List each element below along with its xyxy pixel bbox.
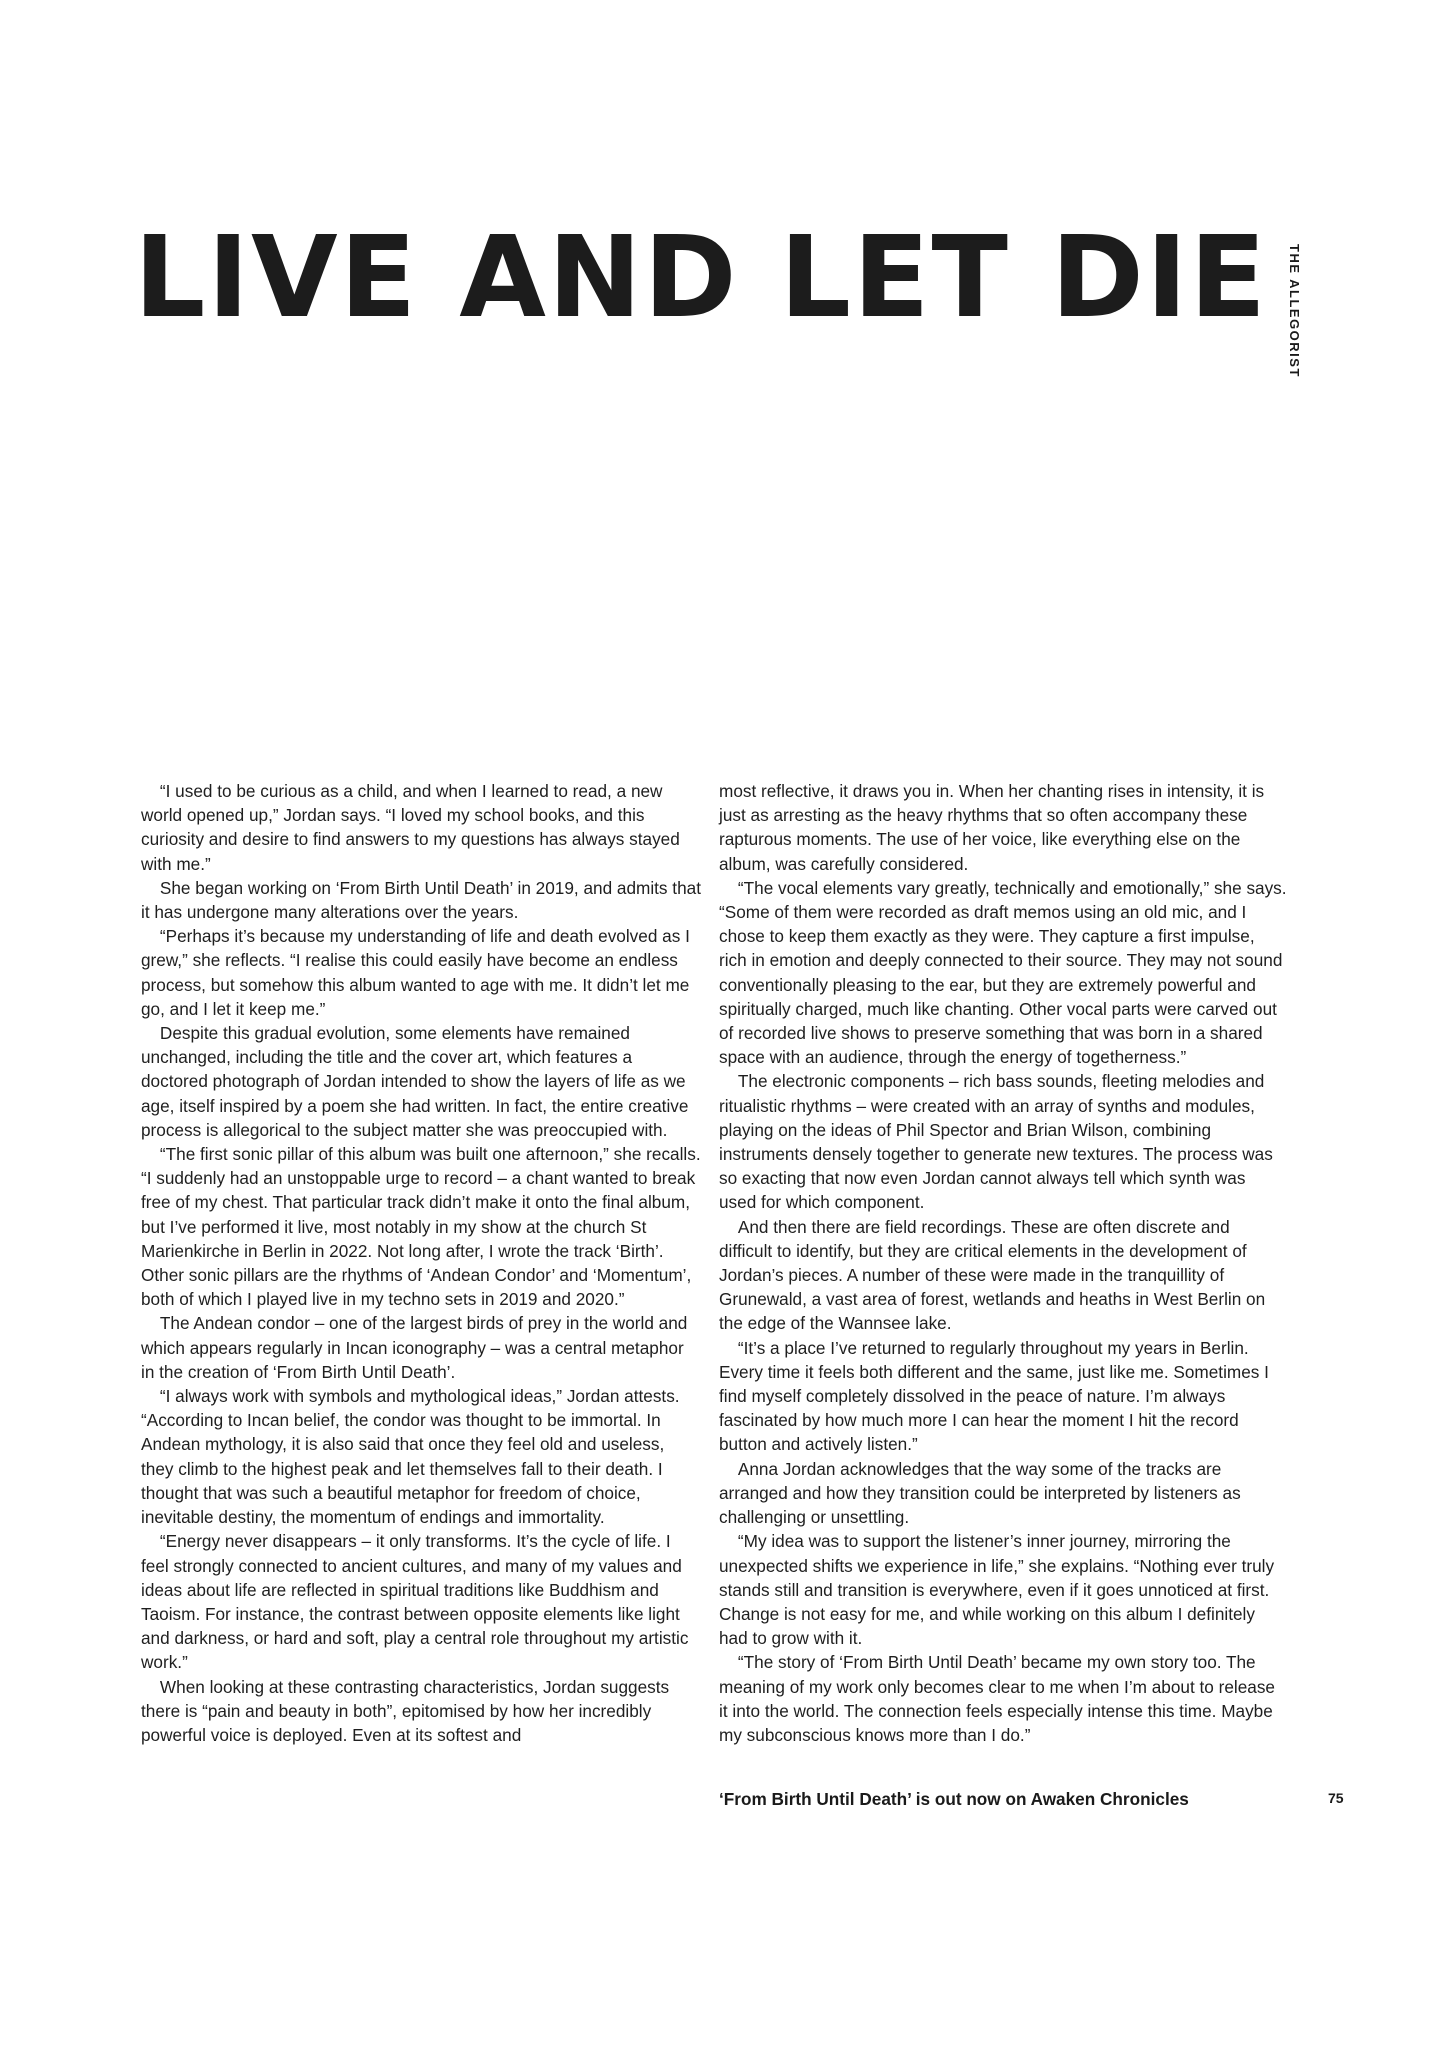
article-paragraph: “The vocal elements vary greatly, technically and emotionally,” she says. “Some of them were recorded as draft memos using an old mic, and I chose to keep them exactly as they were. They capture a first impulse, rich in emotion and deeply connected to their source. They may not sound conventionally pleasing to the ear, but they are extremely powerful and spiritually charged, much like chanting. Other vocal parts were carved out of recorded live shows to preserve something that was born in a shared space with an audience, through the energy of togetherness.” [719, 877, 1287, 1068]
section-tag: THE ALLEGORIST [1287, 244, 1302, 378]
article-paragraph: “It’s a place I’ve returned to regularly throughout my years in Berlin. Every time it feels both different and the same, just like me. Sometimes I find myself completely dissolved in the peace of nature. I’m always fascinated by how much more I can hear the moment I hit the record button and actively listen.” [719, 1337, 1269, 1455]
article-paragraph: She began working on ‘From Birth Until Death’ in 2019, and admits that it has undergone many alterations over the years. [141, 877, 701, 923]
article-paragraph: most reflective, it draws you in. When her chanting rises in intensity, it is just as arresting as the heavy rhythms that so often accompany these rapturous moments. The use of her voice, like everything else on the album, was carefully considered. [719, 781, 1265, 874]
article-paragraph: “My idea was to support the listener’s inner journey, mirroring the unexpected shifts we experience in life,” she explains. “Nothing ever truly stands still and transition is everywhere, even if it goes unnoticed at first. Change is not easy for me, and while working on this album I definitely had to grow with it. [719, 1531, 1275, 1649]
article-paragraph: “Energy never disappears – it only transforms. It’s the cycle of life. I feel strongly connected to ancient cultures, and many of my values and ideas about life are reflected in spiritual traditions like Buddhism and Taoism. For instance, the contrast between opposite elements like light and darkness, or hard and soft, play a central role throughout my artistic work.” [141, 1531, 689, 1673]
article-paragraph: Despite this gradual evolution, some elements have remained unchanged, including the title and the cover art, which features a doctored photograph of Jordan intended to show the layers of life as we age, itself inspired by a poem she had written. In fact, the entire creative process is allegorical to the subject matter she was preoccupied with. [141, 1023, 689, 1140]
page-title: LIVE AND LET DIE [134, 213, 1269, 343]
page-number: 75 [1328, 1790, 1344, 1806]
article-paragraph: “The story of ‘From Birth Until Death’ became my own story too. The meaning of my work only becomes clear to me when I’m about to release it into the world. The connection feels especially intense this time. Maybe my subconscious knows more than I do.” [719, 1652, 1275, 1745]
article-paragraph: The Andean condor – one of the largest birds of prey in the world and which appears regularly in Incan iconography – was a central metaphor in the creation of ‘From Birth Until Death’. [141, 1313, 688, 1382]
article-paragraph: “I always work with symbols and mythological ideas,” Jordan attests. “According to Incan belief, the condor was thought to be immortal. In Andean mythology, it is also said that once they feel old and useless, they climb to the highest peak and let themselves fall to their death. I thought that was such a beautiful metaphor for freedom of choice, inevitable destiny, the momentum of endings and immortality. [141, 1386, 680, 1528]
article-column-right [719, 779, 1287, 1747]
article-column-left [141, 779, 701, 1747]
article-paragraph: “I used to be curious as a child, and when I learned to read, a new world opened up,” Jordan says. “I loved my school books, and this curiosity and desire to find answers to my questions has always stayed with me.” [141, 781, 680, 874]
release-credit: ‘From Birth Until Death’ is out now on Awaken Chronicles [719, 1789, 1189, 1809]
article-paragraph: “The first sonic pillar of this album was built one afternoon,” she recalls. “I suddenly had an unstoppable urge to record – a chant wanted to break free of my chest. That particular track didn’t make it onto the final album, but I’ve performed it live, most notably in my show at the church St Marienkirche in Berlin in 2022. Not long after, I wrote the track ‘Birth’. Other sonic pillars are the rhythms of ‘Andean Condor’ and ‘Momentum’, both of which I played live in my techno sets in 2019 and 2020.” [141, 1144, 701, 1310]
article-paragraph: And then there are field recordings. These are often discrete and difficult to identify, but they are critical elements in the development of Jordan’s pieces. A number of these were made in the tranquillity of Grunewald, a vast area of forest, wetlands and heaths in West Berlin on the edge of the Wannsee lake. [719, 1216, 1266, 1334]
article-paragraph: The electronic components – rich bass sounds, fleeting melodies and ritualistic rhythms – were created with an array of synths and modules, playing on the ideas of Phil Spector and Brian Wilson, combining instruments densely together to generate new textures. The process was so exacting that now even Jordan cannot always tell which synth was used for which component. [719, 1071, 1273, 1213]
article-paragraph: When looking at these contrasting characteristics, Jordan suggests there is “pain and beauty in both”, epitomised by how her incredibly powerful voice is deployed. Even at its softest and [141, 1676, 670, 1745]
article-paragraph: Anna Jordan acknowledges that the way some of the tracks are arranged and how they transition could be interpreted by listeners as challenging or unsettling. [719, 1458, 1241, 1528]
article-paragraph: “Perhaps it’s because my understanding of life and death evolved as I grew,” she reflects. “I realise this could easily have become an endless process, but somehow this album wanted to age with me. It didn’t let me go, and I let it keep me.” [141, 926, 690, 1019]
